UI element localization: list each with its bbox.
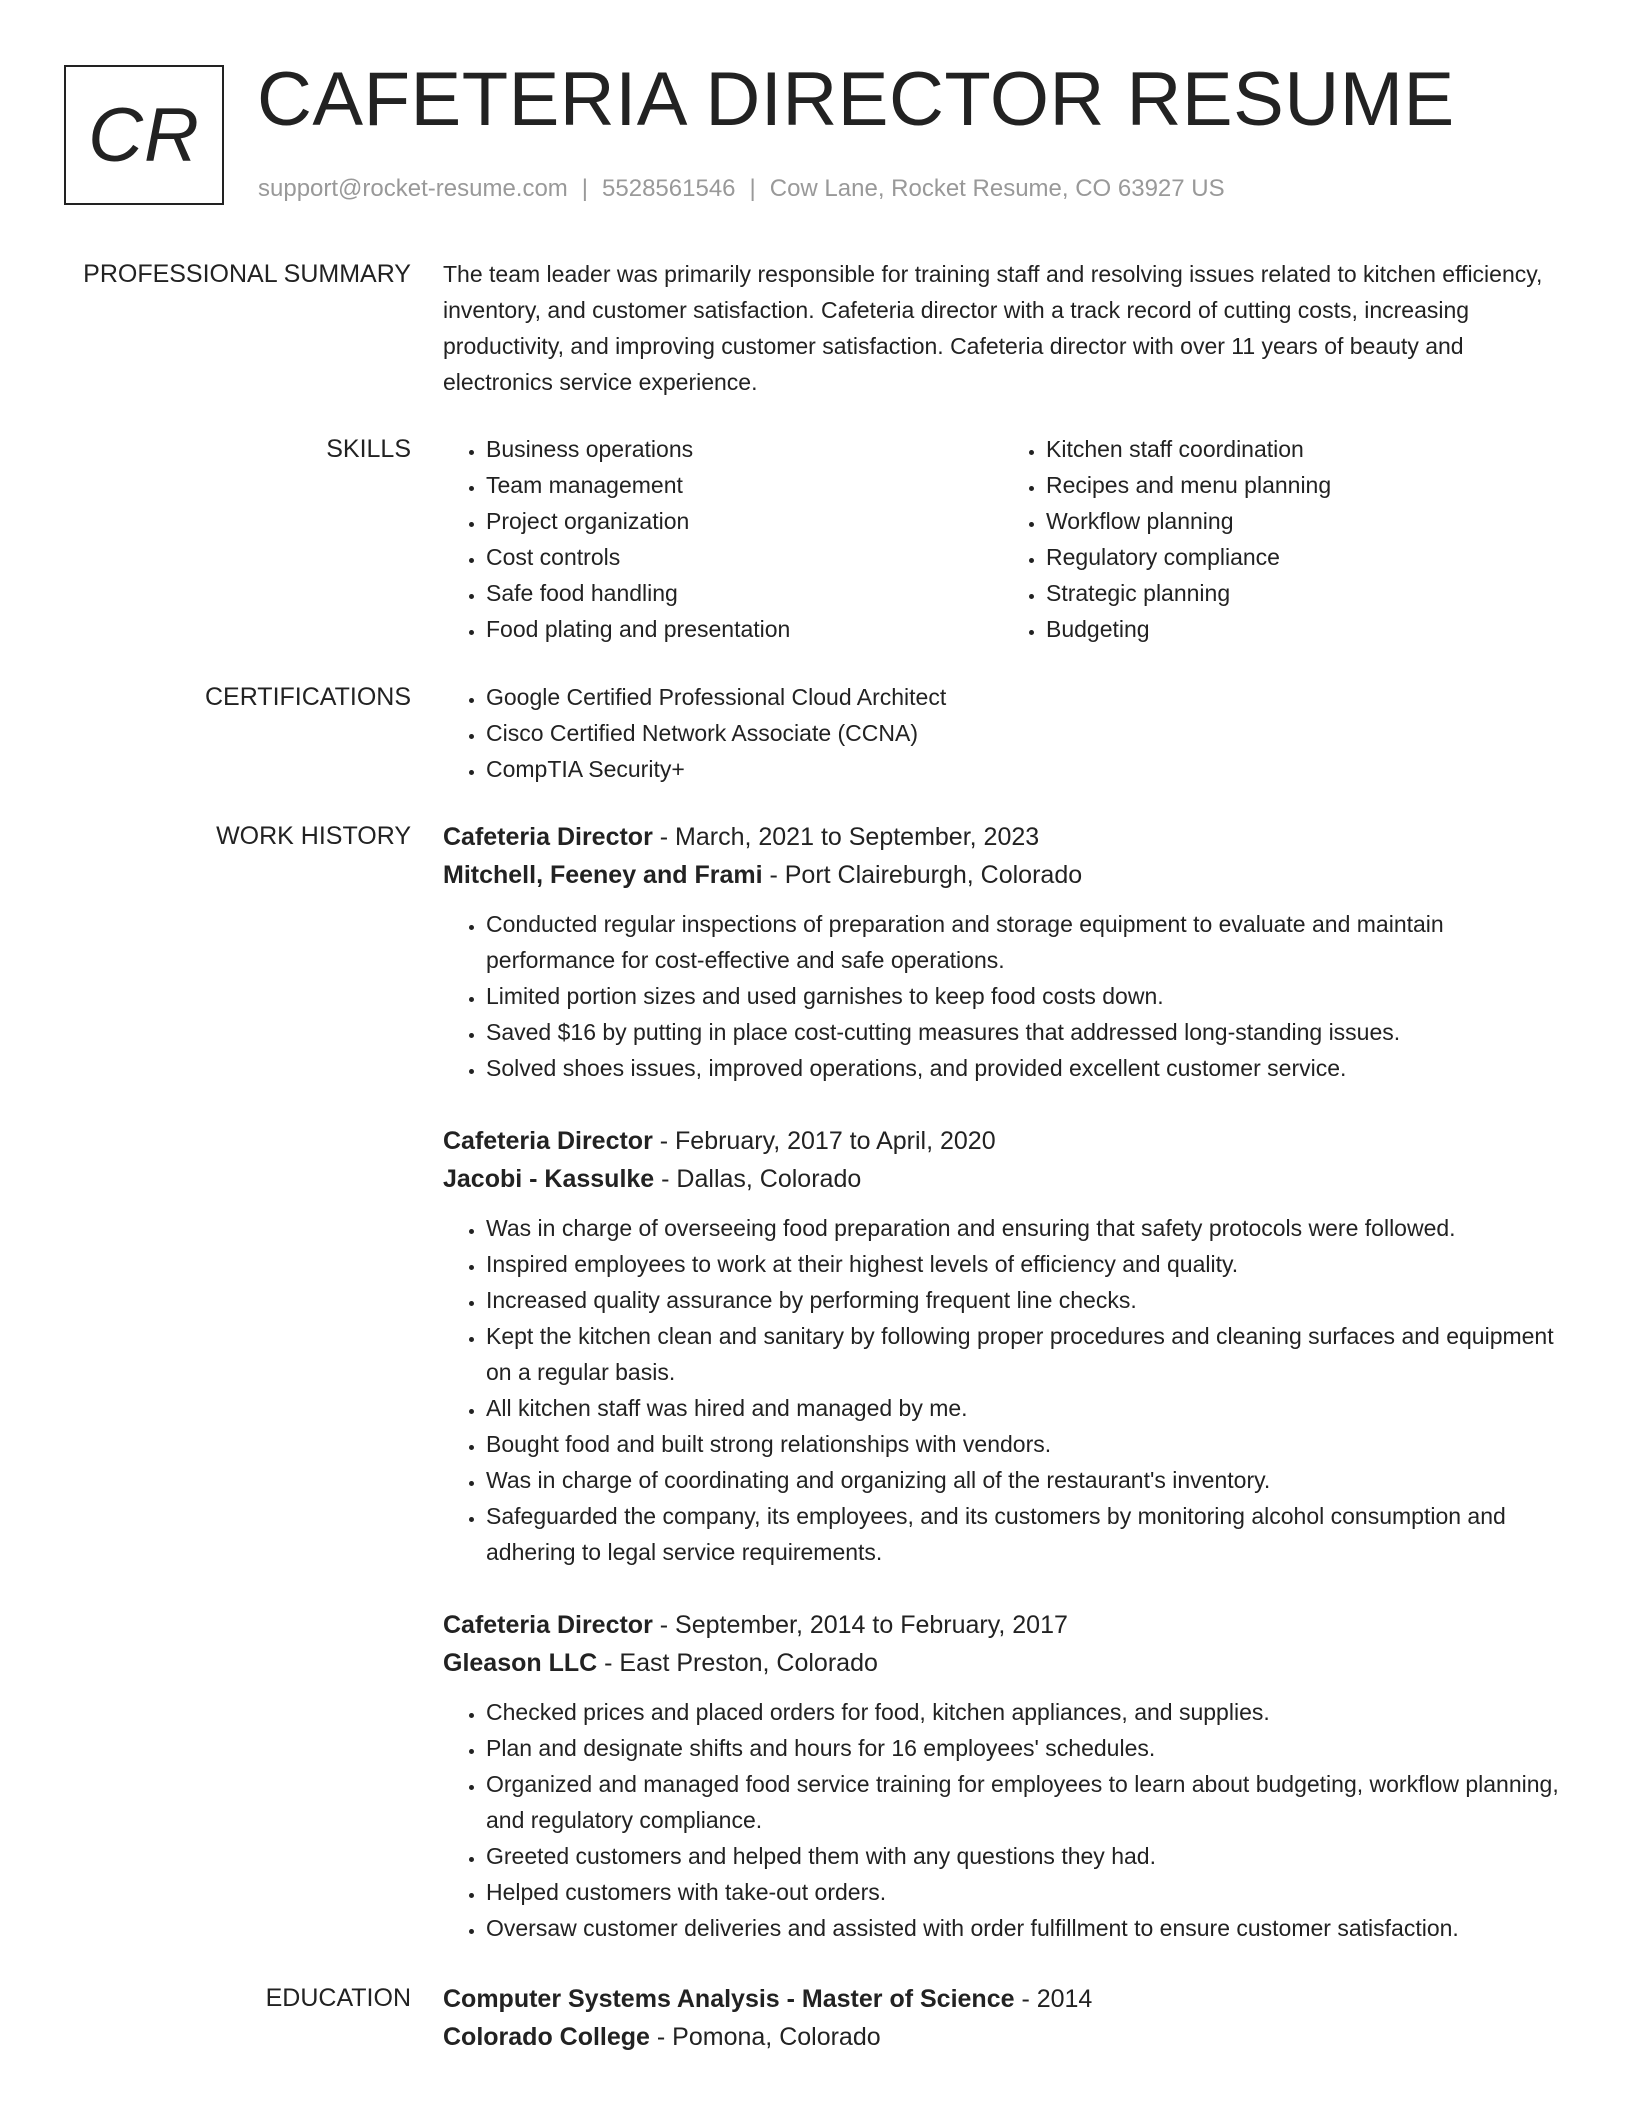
job-company: Gleason LLC [443,1649,598,1677]
section-label-skills: SKILLS [326,435,411,463]
job-bullets [443,906,1563,1086]
job-bullet: • Greeted customers and helped them with any questions they had. [486,1838,1563,1874]
contact-separator: | [749,175,756,202]
job-company-line [443,856,1563,894]
skills-list-right [1003,431,1563,647]
skill-item: • Cost controls [486,539,1003,575]
education-school: Colorado College [443,2023,650,2051]
job-bullet: • Oversaw customer deliveries and assisted with order fulfillment to ensure customer satisfaction. [486,1910,1563,1946]
job-dates: - September, 2014 to February, 2017 [652,1611,1068,1639]
job-bullet: • Was in charge of coordinating and organizing all of the restaurant's inventory. [486,1462,1563,1498]
job-bullet: • Bought food and built strong relationships with vendors. [486,1426,1563,1462]
job-title-line [443,1122,1563,1160]
job-entry [443,818,1563,1086]
skill-item: • Safe food handling [486,575,1003,611]
job-bullets [443,1210,1563,1570]
job-location: - East Preston, Colorado [597,1649,878,1677]
job-bullet: • Solved shoes issues, improved operations, and provided excellent customer service. [486,1050,1563,1086]
monogram-box [64,65,224,205]
education-degree-line [443,1980,1563,2018]
job-company: Jacobi - Kassulke [443,1165,655,1193]
job-bullet: • Increased quality assurance by performing frequent line checks. [486,1282,1563,1318]
section-label-work-history: WORK HISTORY [216,822,411,850]
job-bullet: • Kept the kitchen clean and sanitary by following proper procedures and cleaning surfaces and equipment on a regular basis. [486,1318,1563,1390]
certification-item: • Google Certified Professional Cloud Architect [486,679,1563,715]
certification-item: • CompTIA Security+ [486,751,1563,787]
job-company: Mitchell, Feeney and Frami [443,861,763,889]
skills-list-left [443,431,1003,647]
job-bullet: • Limited portion sizes and used garnishes to keep food costs down. [486,978,1563,1014]
job-title: Cafeteria Director [443,1611,653,1639]
job-bullet: • Helped customers with take-out orders. [486,1874,1563,1910]
contact-email[interactable]: support@rocket-resume.com [258,175,568,202]
skill-item: • Kitchen staff coordination [1046,431,1563,467]
contact-address: Cow Lane, Rocket Resume, CO 63927 US [769,175,1225,202]
skill-item: • Project organization [486,503,1003,539]
education-location: - Pomona, Colorado [649,2023,881,2051]
job-location: - Dallas, Colorado [654,1165,862,1193]
job-bullet: • Safeguarded the company, its employees, and its customers by monitoring alcohol consumption and adhering to legal service requirements. [486,1498,1563,1570]
job-bullet: • Organized and managed food service training for employees to learn about budgeting, workflow planning, and regulatory compliance. [486,1766,1563,1838]
contact-phone[interactable]: 5528561546 [602,175,736,202]
skill-item: • Business operations [486,431,1003,467]
job-dates: - March, 2021 to September, 2023 [652,823,1040,851]
job-bullet: • Inspired employees to work at their highest levels of efficiency and quality. [486,1246,1563,1282]
job-bullet: • Plan and designate shifts and hours for 16 employees' schedules. [486,1730,1563,1766]
education-degree: Computer Systems Analysis - Master of Science [443,1985,1015,2013]
job-bullet: • Was in charge of overseeing food preparation and ensuring that safety protocols were followed. [486,1210,1563,1246]
section-label-summary: PROFESSIONAL SUMMARY [83,260,411,288]
job-location: - Port Claireburgh, Colorado [762,861,1083,889]
resume-title: CAFETERIA DIRECTOR RESUME [257,57,1455,142]
skill-item: • Workflow planning [1046,503,1563,539]
certification-item: • Cisco Certified Network Associate (CCNA) [486,715,1563,751]
job-bullet: • All kitchen staff was hired and managed by me. [486,1390,1563,1426]
job-bullet: • Saved $16 by putting in place cost-cutting measures that addressed long-standing issues. [486,1014,1563,1050]
skill-item: • Recipes and menu planning [1046,467,1563,503]
summary-text: The team leader was primarily responsible for training staff and resolving issues related to kitchen efficiency, inventory, and customer satisfaction. Cafeteria director with a track record of cutting costs, increasing productivity, and improving customer satisfaction. Cafeteria director with over 11 years of beauty and electronics service experience. [443,261,1543,395]
skill-item: • Budgeting [1046,611,1563,647]
section-label-certifications: CERTIFICATIONS [204,683,411,711]
job-bullet: • Conducted regular inspections of preparation and storage equipment to evaluate and maintain performance for cost-effective and safe operations. [486,906,1563,978]
skill-item: • Regulatory compliance [1046,539,1563,575]
contact-line [258,175,1225,203]
education-school-line [443,2018,1563,2056]
skill-item: • Food plating and presentation [486,611,1003,647]
education-year: - 2014 [1014,1985,1093,2013]
job-entry [443,1606,1563,1946]
job-bullet: • Checked prices and placed orders for food, kitchen appliances, and supplies. [486,1694,1563,1730]
job-bullets [443,1694,1563,1946]
certifications-list [443,679,1563,787]
job-title: Cafeteria Director [443,1127,653,1155]
job-company-line [443,1644,1563,1682]
skill-item: • Team management [486,467,1003,503]
job-company-line [443,1160,1563,1198]
skill-item: • Strategic planning [1046,575,1563,611]
job-title: Cafeteria Director [443,823,653,851]
section-label-education: EDUCATION [265,1984,411,2012]
job-title-line [443,1606,1563,1644]
job-dates: - February, 2017 to April, 2020 [652,1127,996,1155]
job-title-line [443,818,1563,856]
job-entry [443,1122,1563,1570]
monogram-initials: CR [88,92,200,178]
contact-separator: | [581,175,589,202]
